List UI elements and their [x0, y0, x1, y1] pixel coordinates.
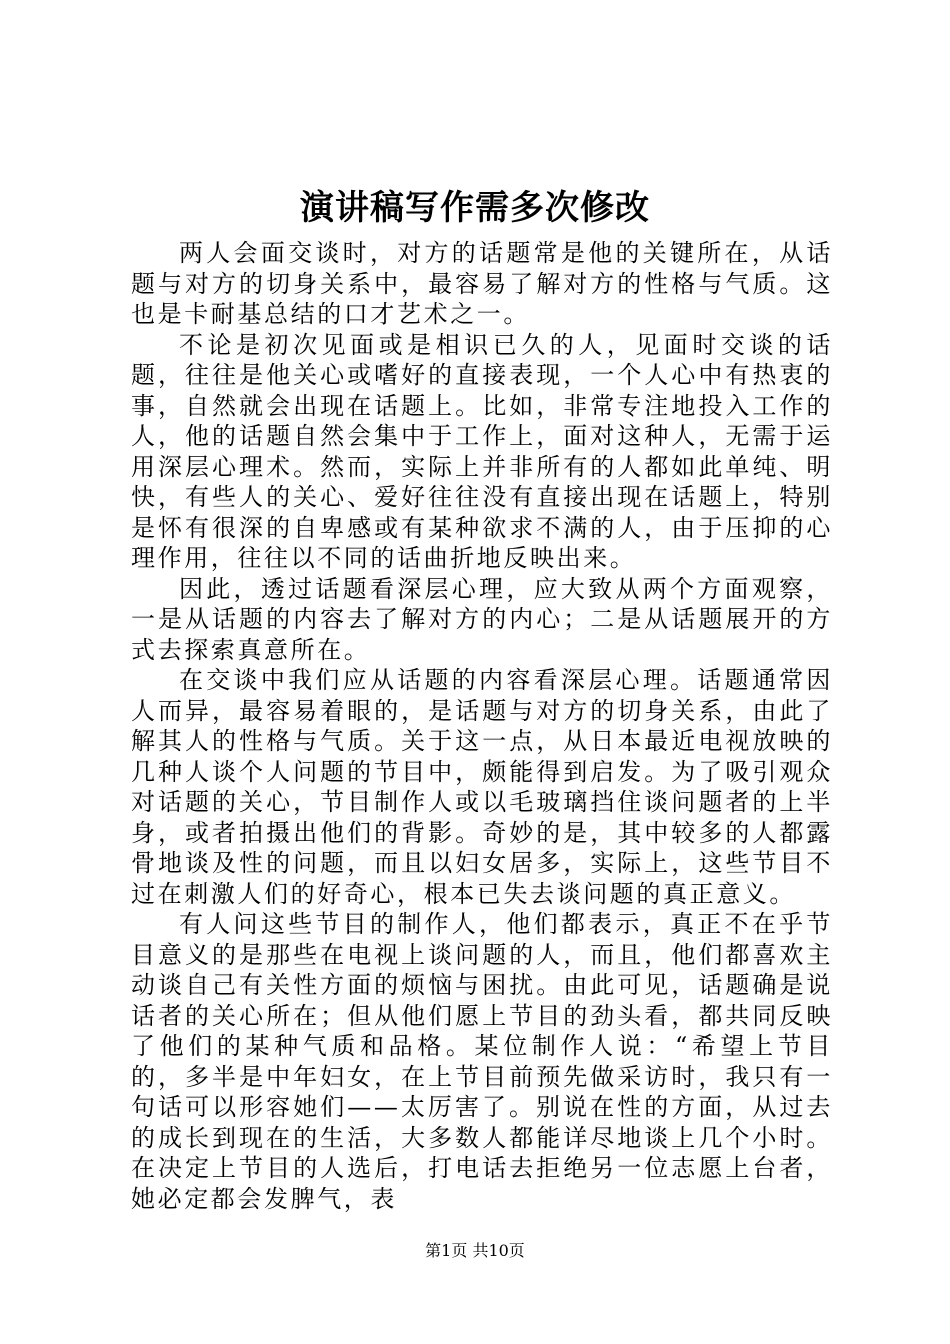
paragraph-4: 在交谈中我们应从话题的内容看深层心理。话题通常因人而异，最容易着眼的，是话题与对方的切身关系，由此了解其人的性格与气质。关于这一点，从日本最近电视放映的几种人谈个人问题的节目中，颇能得到启发。为了吸引观众对话题的关心，节目制作人或以毛玻璃挡住谈问题者的上半身，或者拍摄出他们的背影。奇妙的是，其中较多的人都露骨地谈及性的问题，而且以妇女居多，实际上，这些节目不过在刺激人们的好奇心，根本已失去谈问题的真正意义。 [131, 666, 833, 908]
page-number-footer: 第1页 共10页 [425, 1241, 525, 1260]
paragraph-1: 两人会面交谈时，对方的话题常是他的关键所在，从话题与对方的切身关系中，最容易了解对方的性格与气质。这也是卡耐基总结的口才艺术之一。 [131, 239, 833, 328]
paragraph-3: 因此，透过话题看深层心理，应大致从两个方面观察，一是从话题的内容去了解对方的内心；二是从话题展开的方式去探索真意所在。 [131, 574, 833, 664]
document-body [131, 238, 833, 1214]
paragraph-5: 有人问这些节目的制作人，他们都表示，真正不在乎节目意义的是那些在电视上谈问题的人，而且，他们都喜欢主动谈自己有关性方面的烦恼与困扰。由此可见，话题确是说话者的关心所在；但从他们愿上节目的劲头看，都共同反映了他们的某种气质和品格。某位制作人说：“希望上节目的，多半是中年妇女，在上节目前预先做采访时，我只有一句话可以形容她们——太厉害了。别说在性的方面，从过去的成长到现在的生活，大多数人都能详尽地谈上几个小时。在决定上节目的人选后，打电话去拒绝另一位志愿上台者，她必定都会发脾气，表 [131, 910, 833, 1213]
document-title: 演讲稿写作需多次修改 [300, 188, 650, 228]
paragraph-2: 不论是初次见面或是相识已久的人，见面时交谈的话题，往往是他关心或嗜好的直接表现，一个人心中有热衷的事，自然就会出现在话题上。比如，非常专注地投入工作的人，他的话题自然会集中于工作上，面对这种人，无需于运用深层心理术。然而，实际上并非所有的人都如此单纯、明快，有些人的关心、爱好往往没有直接出现在话题上，特别是怀有很深的自卑感或有某种欲求不满的人，由于压抑的心理作用，往往以不同的话曲折地反映出来。 [131, 330, 833, 572]
